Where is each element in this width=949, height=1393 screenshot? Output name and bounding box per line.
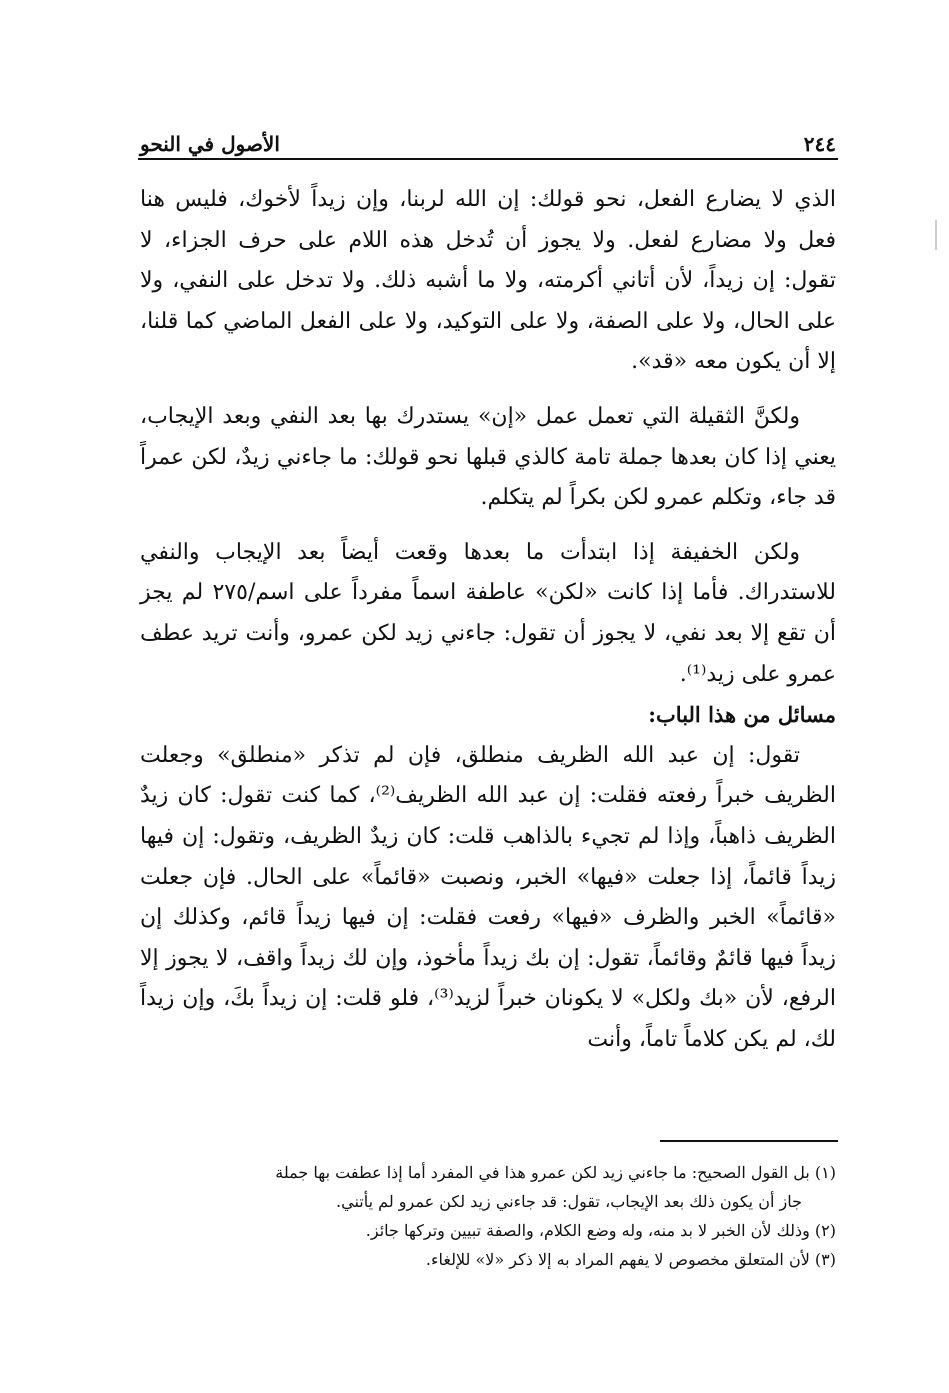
paragraph-1: الذي لا يضارع الفعل، نحو قولك: إن الله لربنا، وإن زيداً لأخوك، فليس هنا فعل ولا مضارع لفعل. ولا يجوز أن تُدخل هذه اللام على حرف الجزاء، لا تقول: إن زيداً، لأن أتاني أكرمته، ولا ما أشبه ذلك. ولا تدخل على النفي، ولا على الحال، ولا على الصفة، ولا على التوكيد، ولا على الفعل الماضي كما قلنا، إلا أن يكون معه «قد». <box>140 187 836 375</box>
running-head <box>140 126 836 156</box>
footnote-1: (١) بل القول الصحيح: ما جاءني زيد لكن عمرو هذا في المفرد أما إذا عطفت بها جملة <box>275 1163 836 1182</box>
paragraph-3: ولكن الخفيفة إذا ابتدأت ما بعدها وقعت أيضاً بعد الإيجاب والنفي للاستدراك. فأما إذا كانت «لكن» عاطفة اسماً مفرداً على اسم/٢٧٥ لم يجز أن تقع إلا بعد نفي، لا يجوز أن تقول: جاءني زيد لكن عمرو، وأنت تريد عطف عمرو على زيد⁽¹⁾. <box>140 539 836 687</box>
paragraph-4: تقول: إن عبد الله الظريف منطلق، فإن لم تذكر «منطلق» وجعلت الظريف خبراً رفعته فقلت: إن عبد الله الظريف⁽²⁾، كما كنت تقول: كان زيدٌ الظريف ذاهباً، وإذا لم تجيء بالذاهب قلت: كان زيدٌ الظريف، وتقول: إن فيها زيداً قائماً، إذا جعلت «فيها» الخبر، ونصبت «قائماً» على الحال. فإن جعلت «قائماً» الخبر والظرف «فيها» رفعت فقلت: إن فيها زيداً قائم، وكذلك إن زيداً فيها قائمٌ وقائماً، تقول: إن بك زيداً مأخوذ، وإن لك زيداً واقف، لا يجوز إلا الرفع، لأن «بك ولكل» لا يكونان خبراً لزيد⁽³⁾، فلو قلت: إن زيداً بكَ، وإن زيداً لك، لم يكن كلاماً تاماً، وأنت <box>140 742 836 1052</box>
page-number: ٢٤٤ <box>803 132 836 156</box>
header-rule <box>138 158 838 160</box>
scan-edge-mark <box>935 220 937 250</box>
footnote-3: (٣) لأن المتعلق مخصوص لا يفهم المراد به إلا ذكر «لا» للإلغاء. <box>425 1250 836 1269</box>
book-title: الأصول في النحو <box>140 132 280 156</box>
footnote-rule <box>660 1140 838 1142</box>
footnotes <box>140 1158 836 1274</box>
main-text <box>140 180 836 1060</box>
section-heading: مسائل من هذا الباب: <box>648 702 836 728</box>
footnote-1-continuation: جاز أن يكون ذلك بعد الإيجاب، تقول: قد جاءني زيد لكن عمرو لم يأتني. <box>336 1192 802 1211</box>
footnote-2: (٢) وذلك لأن الخبر لا بد منه، وله وضع الكلام، والصفة تبيين وتركها جائز. <box>365 1221 836 1240</box>
paragraph-2: ولكنَّ الثقيلة التي تعمل عمل «إن» يستدرك بها بعد النفي وبعد الإيجاب، يعني إذا كان بعدها جملة تامة كالذي قبلها نحو قولك: ما جاءني زيدٌ، لكن عمراً قد جاء، وتكلم عمرو لكن بكراً لم يتكلم. <box>140 403 836 511</box>
